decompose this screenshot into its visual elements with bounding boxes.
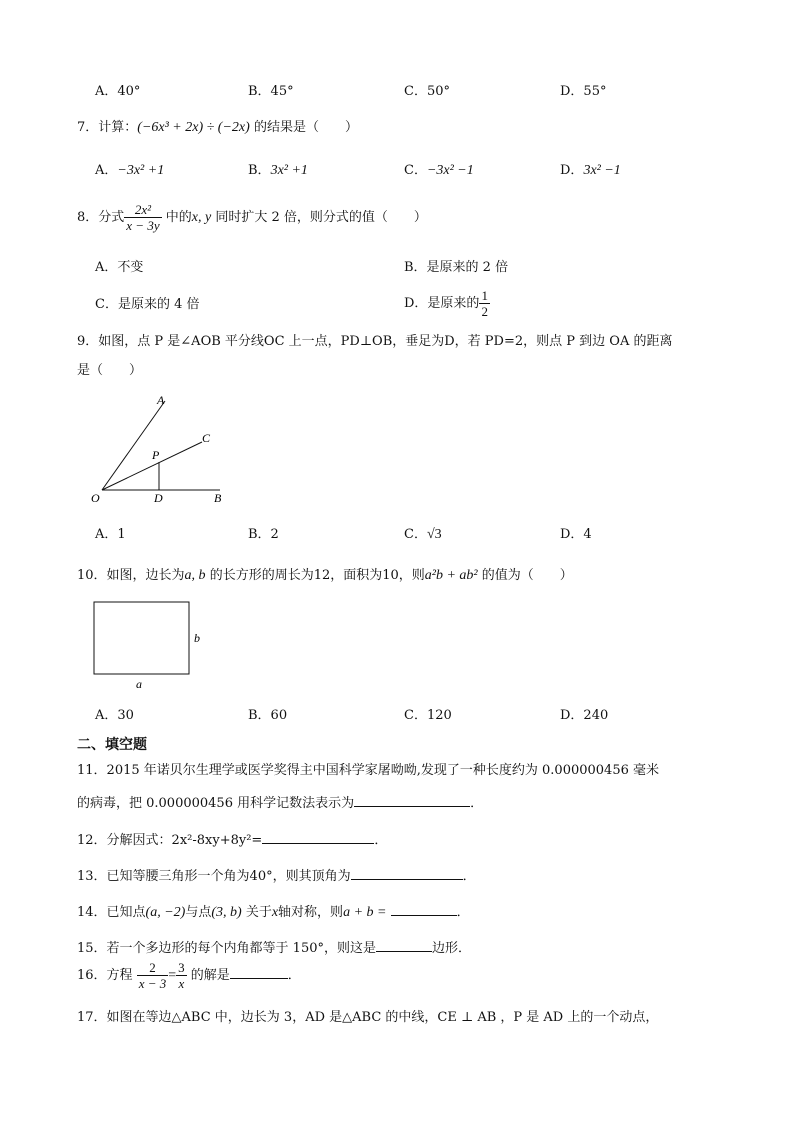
q13-answer-blank[interactable] bbox=[351, 865, 463, 880]
q16-lhs-fraction: $\frac{2}{x - 3}$ bbox=[138, 960, 167, 991]
q7-option-a: A．−3x² +1 bbox=[95, 163, 165, 178]
label-a: A bbox=[157, 393, 165, 407]
q16-rhs-fraction: $\frac{3}{x}$ bbox=[178, 960, 185, 991]
q16-stem: 16．方程 $\frac{2}{x - 3}$ = $\frac{3}{x}$ 的解是 ． bbox=[77, 960, 301, 991]
q16-answer-blank[interactable] bbox=[230, 964, 288, 979]
q10-option-c: C．120 bbox=[404, 708, 452, 723]
q8-stem bbox=[77, 202, 427, 233]
label-rect-b: b bbox=[194, 631, 200, 645]
q11-answer-blank[interactable] bbox=[354, 792, 470, 807]
q10-rectangle-figure bbox=[90, 598, 210, 690]
q7-expression: (−6x³ + 2x) ÷ (−2x) bbox=[137, 120, 250, 135]
q6-option-a: A．40° bbox=[95, 84, 141, 99]
q7-suffix: 的结果是（ ） bbox=[253, 120, 358, 135]
q9-option-d: D．4 bbox=[560, 527, 592, 542]
q8-option-c: C．是原来的 4 倍 bbox=[95, 297, 200, 312]
q7-option-c: C．−3x² −1 bbox=[404, 163, 474, 178]
q7-option-d: D．3x² −1 bbox=[560, 163, 621, 178]
label-o: O bbox=[91, 491, 100, 504]
q7-prefix: 7．计算： bbox=[77, 120, 138, 135]
q8-d-fraction: $\frac{1}{2}$ bbox=[481, 288, 488, 319]
q7-option-b: B．3x² +1 bbox=[248, 163, 308, 178]
q8-vars: x, y bbox=[191, 210, 212, 225]
q13-stem: 13．已知等腰三角形一个角为40°，则其顶角为 ． bbox=[77, 865, 476, 885]
q8-option-b: B．是原来的 2 倍 bbox=[404, 260, 509, 275]
label-b: B bbox=[214, 491, 222, 504]
q9-line1: 9．如图，点 P 是∠AOB 平分线OC 上一点，PD⊥OB，垂足为D，若 PD=2，则点 P 到边 OA 的距离 bbox=[77, 334, 673, 349]
q9-option-a: A．1 bbox=[95, 527, 126, 542]
q10-option-b: B．60 bbox=[248, 708, 288, 723]
q8-prefix: 8．分式 bbox=[77, 210, 125, 225]
q12-stem: 12．分解因式：2x²-8xy+8y²= ． bbox=[77, 829, 387, 849]
q17-stem: 17．如图在等边△ABC 中，边长为 3，AD 是△ABC 的中线，CE ⊥ AB ，P 是 AD 上的一个动点， bbox=[77, 1010, 659, 1025]
q12-answer-blank[interactable] bbox=[262, 829, 374, 844]
q10-option-d: D．240 bbox=[560, 708, 609, 723]
label-p: P bbox=[152, 448, 160, 462]
q9-option-c: C．√3 bbox=[404, 527, 442, 542]
q6-option-c: C．50° bbox=[404, 84, 450, 99]
q14-answer-blank[interactable] bbox=[391, 901, 457, 916]
label-c: C bbox=[202, 431, 211, 445]
q8-middle: 中的 bbox=[165, 210, 192, 225]
q11-line1: 11．2015 年诺贝尔生理学或医学奖得主中国科学家屠呦呦,发现了一种长度约为 0.000000456 毫米 bbox=[77, 763, 659, 778]
q6-option-d: D．55° bbox=[560, 84, 607, 99]
q11-line2: 的病毒，把 0.000000456 用科学记数法表示为 ． bbox=[77, 792, 483, 812]
q9-option-b: B．2 bbox=[248, 527, 279, 542]
label-d: D bbox=[154, 491, 163, 504]
label-rect-a: a bbox=[136, 677, 142, 690]
q6-option-b: B．45° bbox=[248, 84, 294, 99]
q14-stem: 14．已知点(a, −2)与点(3, b) 关于x轴对称，则a + b = ． bbox=[77, 901, 470, 921]
section-title-fill-in: 二、填空题 bbox=[77, 737, 147, 753]
q9-line2: 是（ ） bbox=[77, 363, 143, 378]
q15-answer-blank[interactable] bbox=[376, 937, 432, 952]
q8-fraction: $\frac{\text{2x²}}{x - 3y}$ bbox=[126, 202, 160, 233]
q10-option-a: A．30 bbox=[95, 708, 134, 723]
q9-angle-figure bbox=[88, 392, 233, 504]
q7-stem bbox=[77, 120, 358, 136]
q8-suffix: 同时扩大 2 倍，则分式的值（ ） bbox=[215, 210, 427, 225]
q10-stem: 10．如图，边长为a, b 的长方形的周长为12，面积为10，则a²b + ab² 的值为（ ） bbox=[77, 568, 573, 583]
q8-option-d: D．是原来的 $\frac{1}{2}$ bbox=[404, 288, 488, 319]
q15-stem: 15．若一个多边形的每个内角都等于 150°，则这是 边形． bbox=[77, 937, 471, 957]
q8-option-a: A．不变 bbox=[95, 260, 144, 275]
